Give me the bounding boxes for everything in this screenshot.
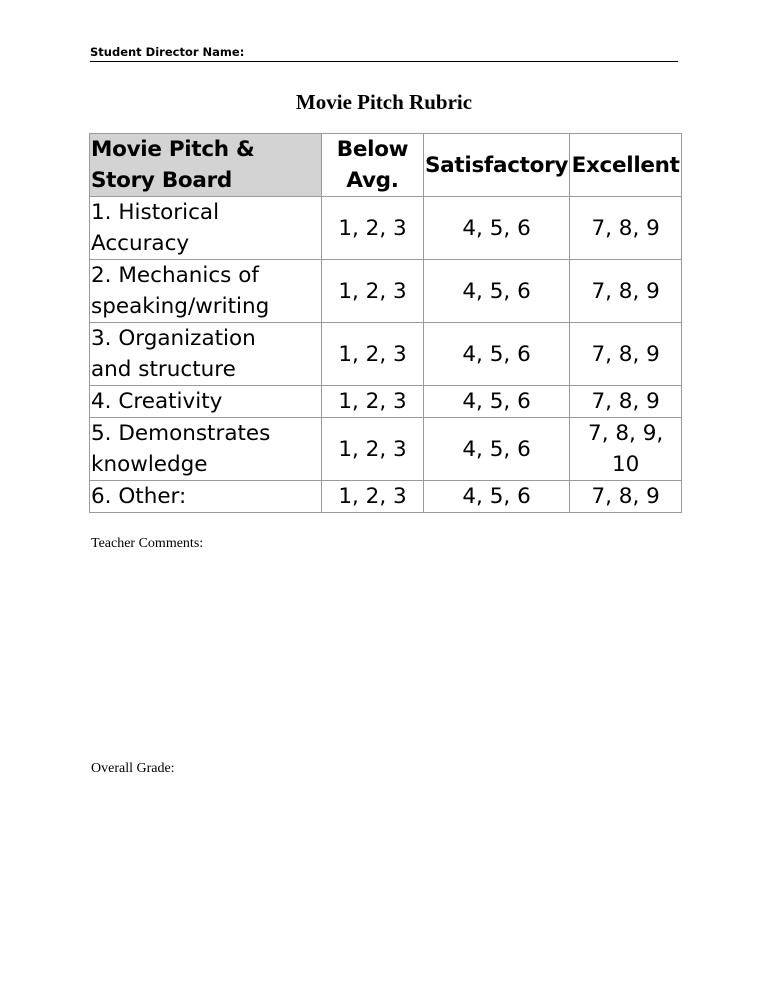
excellent-score[interactable] bbox=[570, 418, 682, 481]
page-title: Movie Pitch Rubric bbox=[295, 90, 473, 114]
satisfactory-score[interactable]: 4, 5, 6 bbox=[424, 260, 570, 323]
criterion-cell bbox=[90, 260, 322, 323]
below-avg-header bbox=[322, 134, 424, 197]
criterion-line2: and structure bbox=[91, 357, 236, 382]
excellent-score[interactable]: 7, 8, 9 bbox=[570, 481, 682, 513]
rubric-table bbox=[89, 133, 682, 513]
criterion-line2: knowledge bbox=[91, 452, 208, 477]
criteria-header bbox=[90, 134, 322, 197]
criterion-line2: Accuracy bbox=[91, 231, 190, 256]
satisfactory-score[interactable]: 4, 5, 6 bbox=[424, 481, 570, 513]
below-avg-score[interactable]: 1, 2, 3 bbox=[322, 260, 424, 323]
criteria-header-line1: Movie Pitch & bbox=[91, 137, 255, 162]
criterion-line2: speaking/writing bbox=[91, 294, 270, 319]
excellent-header: Excellent bbox=[570, 134, 682, 197]
satisfactory-score[interactable]: 4, 5, 6 bbox=[424, 386, 570, 418]
rubric-row bbox=[90, 197, 682, 260]
criterion-line1: 5. Demonstrates bbox=[91, 421, 271, 446]
below-avg-score[interactable]: 1, 2, 3 bbox=[322, 481, 424, 513]
criterion-cell: 6. Other: bbox=[90, 481, 322, 513]
below-avg-score[interactable]: 1, 2, 3 bbox=[322, 386, 424, 418]
student-director-name-label: Student Director Name: bbox=[90, 45, 245, 59]
rubric-row bbox=[90, 260, 682, 323]
rubric-row bbox=[90, 418, 682, 481]
criterion-line1: 1. Historical bbox=[91, 200, 220, 225]
criterion-cell bbox=[90, 323, 322, 386]
excellent-score[interactable]: 7, 8, 9 bbox=[570, 386, 682, 418]
excellent-score-line1: 7, 8, 9, bbox=[588, 421, 664, 446]
criterion-line1: 3. Organization bbox=[91, 326, 256, 351]
rubric-row bbox=[90, 386, 682, 418]
excellent-score-line2: 10 bbox=[611, 452, 640, 477]
criterion-cell: 4. Creativity bbox=[90, 386, 322, 418]
overall-grade-label: Overall Grade: bbox=[91, 761, 175, 776]
satisfactory-score[interactable]: 4, 5, 6 bbox=[424, 323, 570, 386]
rubric-header-row bbox=[90, 134, 682, 197]
student-director-name-field[interactable] bbox=[90, 44, 678, 62]
below-avg-header-line2: Avg. bbox=[346, 168, 399, 193]
satisfactory-score[interactable]: 4, 5, 6 bbox=[424, 418, 570, 481]
criteria-header-line2: Story Board bbox=[91, 168, 232, 193]
below-avg-header-line1: Below bbox=[336, 137, 409, 162]
below-avg-score[interactable]: 1, 2, 3 bbox=[322, 418, 424, 481]
excellent-score[interactable]: 7, 8, 9 bbox=[570, 260, 682, 323]
criterion-line1: 2. Mechanics of bbox=[91, 263, 259, 288]
satisfactory-header: Satisfactory bbox=[424, 134, 570, 197]
rubric-row bbox=[90, 323, 682, 386]
excellent-score[interactable]: 7, 8, 9 bbox=[570, 197, 682, 260]
below-avg-score[interactable]: 1, 2, 3 bbox=[322, 323, 424, 386]
teacher-comments-label: Teacher Comments: bbox=[91, 536, 204, 551]
below-avg-score[interactable]: 1, 2, 3 bbox=[322, 197, 424, 260]
rubric-row bbox=[90, 481, 682, 513]
excellent-score[interactable]: 7, 8, 9 bbox=[570, 323, 682, 386]
criterion-cell bbox=[90, 197, 322, 260]
satisfactory-score[interactable]: 4, 5, 6 bbox=[424, 197, 570, 260]
criterion-cell bbox=[90, 418, 322, 481]
